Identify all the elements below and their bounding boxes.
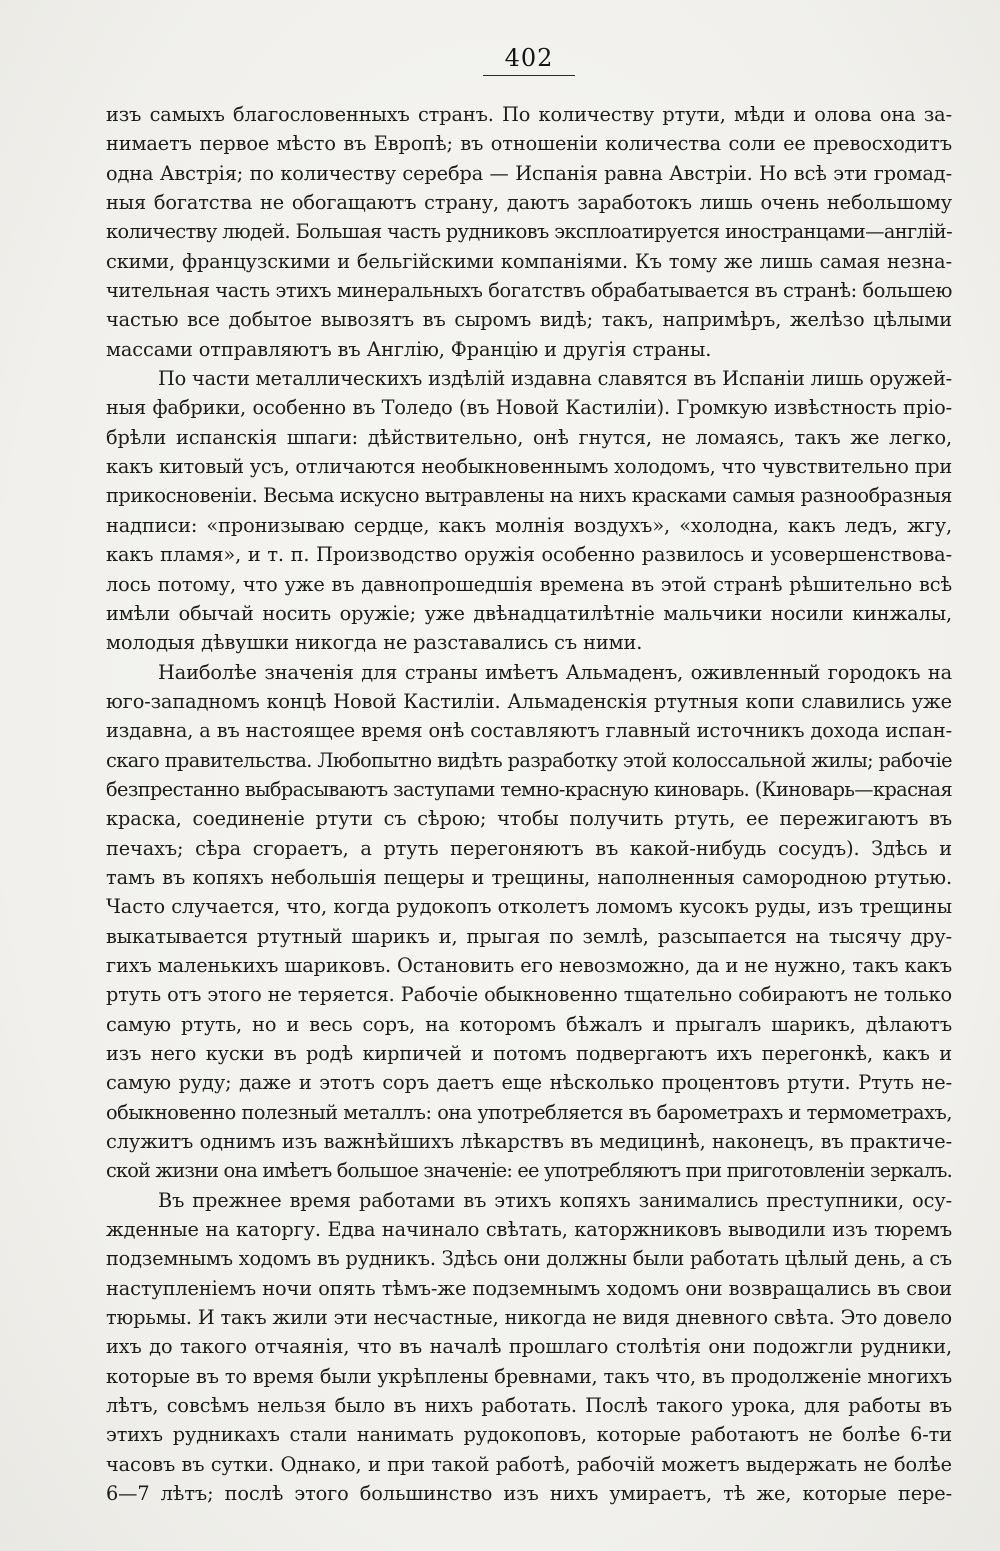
text-line: Наиболѣе значенія для страны имѣетъ Альмаденъ, оживленный городокъ на [158,660,952,684]
text-line: По части металлическихъ издѣлій издавна славятся въ Испаніи лишь оружей- [158,367,953,391]
text-line: обыкновенно полезный металлъ: она употребляется въ барометрахъ и термометрахъ, [106,1100,953,1124]
text-line: нимаетъ первое мѣсто въ Европѣ; въ отношеніи количества соли ее превосходитъ [106,132,952,156]
text-line: безпрестанно выбрасываютъ заступами темно-красную киноварь. (Киноварь—красная [106,777,953,801]
text-line: частью все добытое вывозятъ въ сыромъ видѣ; такъ, напримѣръ, желѣзо цѣлыми [106,308,952,332]
text-line: брѣли испанскія шпаги: дѣйствительно, онѣ гнутся, не ломаясь, такъ же легко, [106,425,952,449]
text-line: выкатывается ртутный шарикъ и, прыгая по землѣ, разсыпается на тысячу дру- [106,924,952,948]
text-line: изъ него куски въ родѣ кирпичей и потомъ подвергаютъ ихъ перегонкѣ, какъ и [106,1042,952,1065]
text-line: какъ китовый усъ, отличаются необыкновеннымъ холодомъ, что чувствительно при [106,455,953,479]
text-line: издавна, а въ настоящее время онѣ составляютъ главный источникъ дохода испан- [106,719,952,743]
text-line: Въ прежнее время работами въ этихъ копяхъ занимались преступники, осу- [158,1188,952,1212]
text-line: жденные на каторгу. Едва начинало свѣтать, каторжниковъ выводили изъ тюремъ [106,1218,952,1242]
text-line: лѣтъ, совсѣмъ нельзя было въ нихъ работать. Послѣ такого урока, для работы въ [106,1394,952,1418]
text-line: наступленіемъ ночи опять тѣмъ-же подземнымъ ходомъ они возвращались въ свои [106,1276,952,1300]
text-line: массами отправляютъ въ Англію, Францію и другія страны. [106,337,712,361]
page-number: 402 [483,44,576,76]
text-line: надписи: «пронизываю сердце, какъ молнія воздухъ», «холодна, какъ ледъ, жгу, [106,513,952,537]
text-line: изъ самыхъ благословенныхъ странъ. По количеству ртути, мѣди и олова она за- [106,103,952,126]
text-line: прикосновеніи. Весьма искусно вытравлены на нихъ красками самыя разнообразныя [106,484,952,508]
text-line: юго-западномъ концѣ Новой Кастиліи. Альмаденскія ртутныя копи славились уже [106,689,952,713]
text-line: ихъ до такого отчаянія, что въ началѣ прошлаго столѣтія они подожгли рудники, [106,1335,952,1359]
text-line: часовъ въ сутки. Однако, и при такой работѣ, рабочій можетъ выдержать не болѣе [106,1452,952,1476]
text-line: которые въ то время были укрѣплены бревнами, такъ что, въ продолженіе многихъ [106,1364,952,1388]
text-line: скаго правительства. Любопытно видѣть разработку этой колоссальной жилы; рабочіе [106,748,952,772]
text-line: служитъ однимъ изъ важнѣйшихъ лѣкарствъ въ медицинѣ, наконецъ, въ практиче- [106,1130,952,1154]
text-line: лось потому, что уже въ давнопрошедшія времена въ этой странѣ рѣшительно всѣ [106,572,952,596]
text-line: ныя фабрики, особенно въ Толедо (въ Новой Кастиліи). Громкую извѣстность пріо- [106,396,952,420]
text-line: Часто случается, что, когда рудокопъ отколетъ ломомъ кусокъ руды, изъ трещины [106,895,952,919]
text-line: молодыя дѣвушки никогда не разставались съ ними. [106,631,643,655]
text-line: гихъ маленькихъ шариковъ. Остановить его невозможно, да и не нужно, такъ какъ [106,953,952,977]
body-text [106,100,952,1509]
text-line: самую ртуть, но и весь соръ, на которомъ бѣжалъ и прыгалъ шарикъ, дѣлаютъ [106,1012,952,1036]
text-line: одна Австрія; по количеству серебра — Испанія равна Австріи. Но всѣ эти громад- [106,161,952,185]
text-line: количеству людей. Большая часть рудниковъ эксплоатируется иностранцами—англій- [106,220,952,244]
page-header [0,44,1000,76]
text-line: скими, французскими и бельгійскими компаніями. Къ тому же лишь самая незна- [106,249,952,273]
text-line: чительная часть этихъ минеральныхъ богатствъ обрабатывается въ странѣ: большею [106,279,952,303]
text-line: тюрьмы. И такъ жили эти несчастные, никогда не видя дневного свѣта. Это довело [106,1306,953,1330]
text-line: подземнымъ ходомъ въ рудникъ. Здѣсь они должны были работать цѣлый день, а съ [106,1247,953,1271]
text-line: печахъ; сѣра сгораетъ, а ртуть перегоняютъ въ какой-нибудь сосудъ). Здѣсь и [106,836,952,860]
text-line: ныя богатства не обогащаютъ страну, даютъ заработокъ лишь очень небольшому [106,191,952,215]
text-line: ской жизни она имѣетъ большое значеніе: ее употребляютъ при приготовленіи зеркалъ. [106,1159,952,1183]
text-line: этихъ рудникахъ стали нанимать рудокоповъ, которые работаютъ не болѣе 6-ти [106,1423,952,1447]
text-line: тамъ въ копяхъ небольшія пещеры и трещины, наполненныя самородною ртутью. [106,865,952,889]
text-line: 6—7 лѣтъ; послѣ этого большинство изъ нихъ умираетъ, тѣ же, которые пере- [106,1482,952,1506]
text-line: какъ пламя», и т. п. Производство оружія особенно развилось и усовершенствова- [106,543,952,567]
text-line: самую руду; даже и этотъ соръ даетъ еще нѣсколько процентовъ ртути. Ртуть не- [106,1071,952,1095]
text-line: краска, соединеніе ртути съ сѣрою; чтобы получить ртуть, ее пережигаютъ въ [106,807,952,831]
text-line: ртуть отъ этого не теряется. Рабочіе обыкновенно тщательно собираютъ не только [106,983,952,1007]
text-line: имѣли обычай носить оружіе; уже двѣнадцатилѣтніе мальчики носили кинжалы, [106,601,952,625]
